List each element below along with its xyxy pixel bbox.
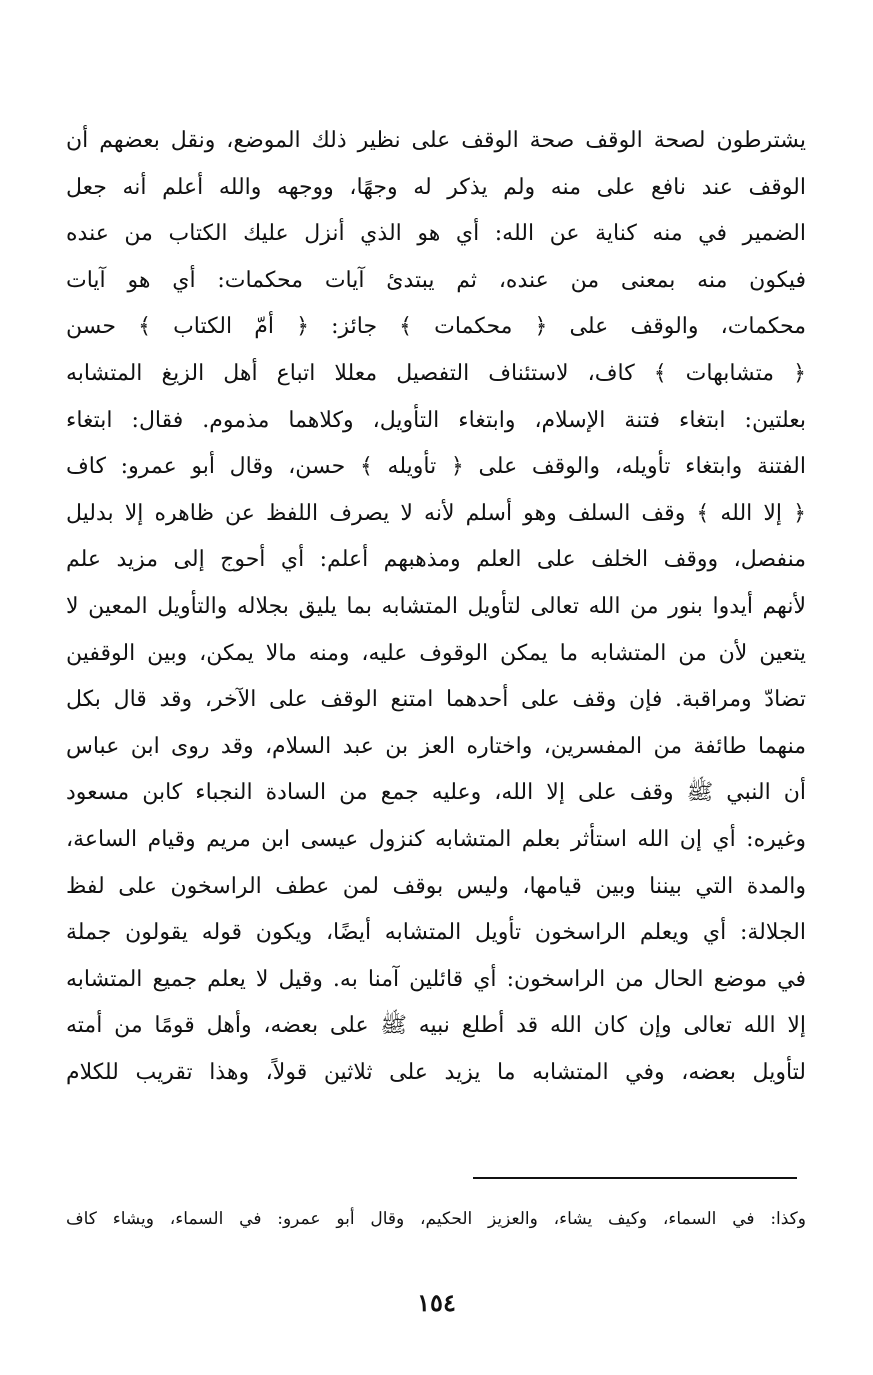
text-line-15: أن النبي ﷺ وقف على إلا الله، وعليه جمع من السادة النجباء كابن مسعود	[66, 780, 806, 806]
text-line-7: بعلتين: ابتغاء فتنة الإسلام، وابتغاء التأويل، وكلاهما مذموم. فقال: ابتغاء	[66, 407, 806, 433]
page-number: ١٥٤	[417, 1288, 456, 1317]
text-line-11: لأنهم أيدوا بنور من الله تعالى لتأويل المتشابه بما يليق بجلاله والتأويل المعين لا	[66, 593, 806, 619]
text-line-9: ﴿ إلا الله ﴾ وقف السلف وهو أسلم لأنه لا يصرف اللفظ عن ظاهره إلا بدليل	[66, 500, 806, 526]
text-line-14: منهما طائفة من المفسرين، واختاره العز بن عبد السلام، وقد روى ابن عباس	[66, 733, 806, 759]
text-line-4: فيكون منه بمعنى من عنده، ثم يبتدئ آيات محكمات: أي هو آيات	[66, 267, 806, 293]
text-line-5: محكمات، والوقف على ﴿ محكمات ﴾ جائز: ﴿ أمّ الكتاب ﴾ حسن	[66, 314, 806, 340]
text-line-10: منفصل، ووقف الخلف على العلم ومذهبهم أعلم: أي أحوج إلى مزيد علم	[66, 547, 806, 573]
text-line-17: والمدة التي بيننا وبين قيامها، وليس بوقف لمن عطف الراسخون على لفظ	[66, 873, 806, 899]
text-line-16: وغيره: أي إن الله استأثر بعلم المتشابه كنزول عيسى ابن مريم وقيام الساعة،	[66, 826, 806, 852]
text-line-18: الجلالة: أي ويعلم الراسخون تأويل المتشابه أيضًا، ويكون قوله يقولون جملة	[66, 920, 806, 946]
text-line-21: لتأويل بعضه، وفي المتشابه ما يزيد على ثلاثين قولاً، وهذا تقريب للكلام	[66, 1059, 806, 1085]
text-line-12: يتعين لأن من المتشابه ما يمكن الوقوف عليه، ومنه مالا يمكن، وبين الوقفين	[66, 640, 806, 666]
text-line-1: يشترطون لصحة الوقف صحة الوقف على نظير ذلك الموضع، ونقل بعضهم أن	[66, 128, 806, 153]
footnote-text: وكذا: في السماء، وكيف يشاء، والعزيز الحكيم، وقال أبو عمرو: في السماء، ويشاء كاف	[66, 1209, 806, 1229]
text-line-13: تضادّ ومراقبة. فإن وقف على أحدهما امتنع الوقف على الآخر، وقد قال بكل	[66, 687, 806, 713]
footnote-separator	[473, 1177, 797, 1179]
text-line-2: الوقف عند نافع على منه ولم يذكر له وجهًا، ووجهه والله أعلم أنه جعل	[66, 174, 806, 200]
text-line-6: ﴿ متشابهات ﴾ كاف، لاستئناف التفصيل معللا اتباع أهل الزيغ المتشابه	[66, 360, 806, 386]
main-text-block	[66, 118, 806, 1096]
text-line-8: الفتنة وابتغاء تأويله، والوقف على ﴿ تأويله ﴾ حسن، وقال أبو عمرو: كاف	[66, 454, 806, 480]
text-line-19: في موضع الحال من الراسخون: أي قائلين آمنا به. وقيل لا يعلم جميع المتشابه	[66, 966, 806, 992]
text-line-3: الضمير في منه كناية عن الله: أي هو الذي أنزل عليك الكتاب من عنده	[66, 221, 806, 247]
text-line-20: إلا الله تعالى وإن كان الله قد أطلع نبيه ﷺ على بعضه، وأهل قومًا من أمته	[66, 1013, 806, 1039]
